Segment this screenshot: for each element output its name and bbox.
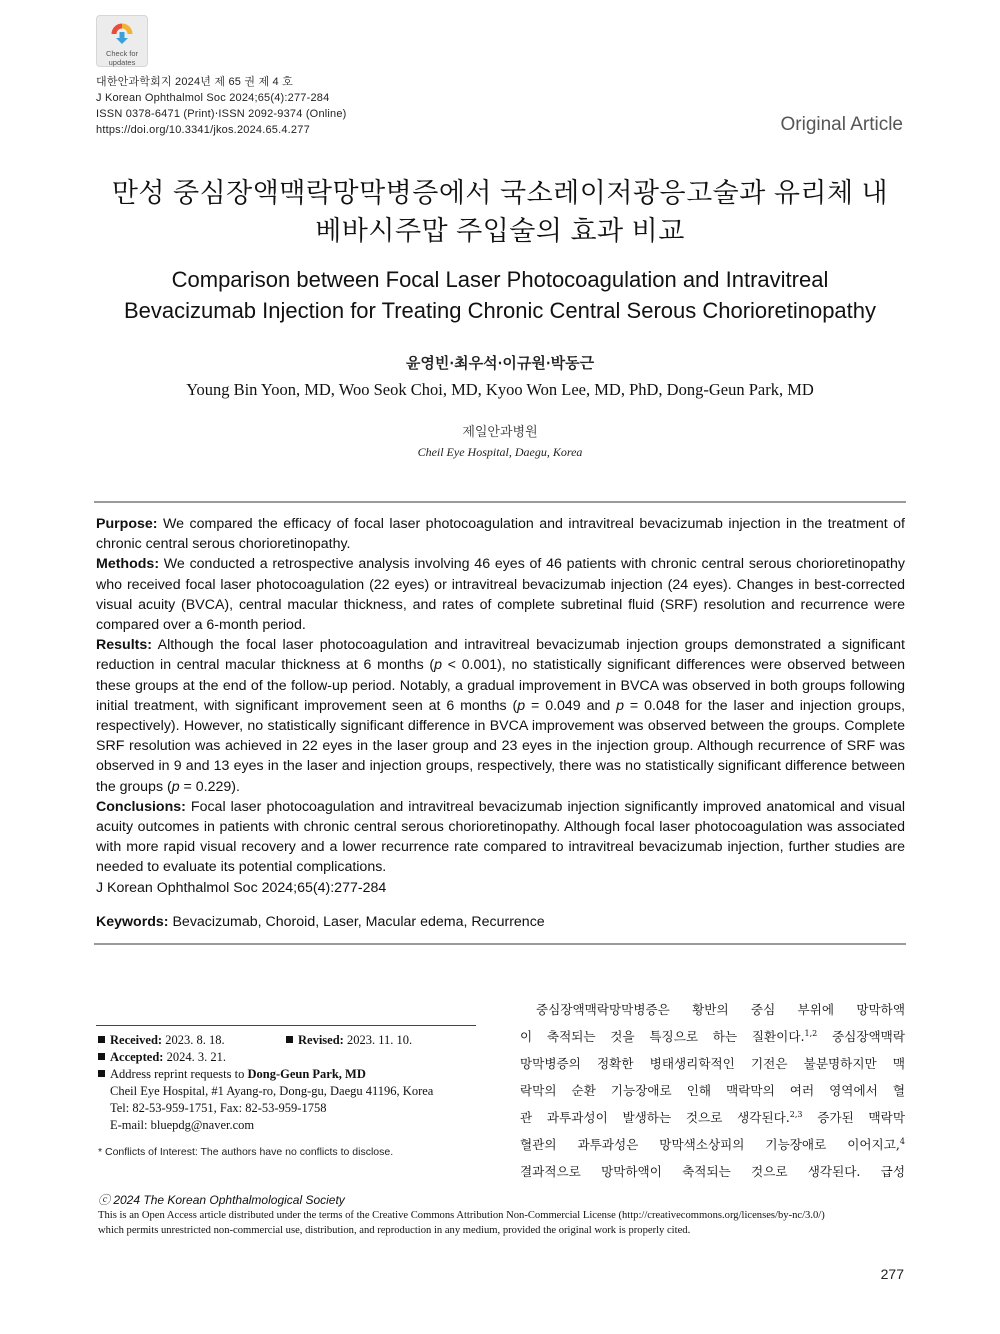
abstract xyxy=(96,514,905,898)
title-english-line1: Comparison between Focal Laser Photocoagulation and Intravitreal xyxy=(171,267,829,292)
abstract-top-rule xyxy=(94,501,906,503)
revised-label: Revised: xyxy=(298,1033,344,1047)
body-line: 망막병증의 정확한 병태생리학적인 기전은 불분명하지만 맥 xyxy=(520,1056,905,1071)
corresponding-tel-fax: Tel: 82-53-959-1751, Fax: 82-53-959-1758 xyxy=(110,1101,327,1115)
abstract-citation: J Korean Ophthalmol Soc 2024;65(4):277-284 xyxy=(96,879,387,896)
license-line2: which permits unrestricted non-commercial use, distribution, and reproduction in any medium, provided the original work is properly cited. xyxy=(98,1225,691,1236)
check-for-updates-badge[interactable] xyxy=(96,15,148,67)
methods-text: We conducted a retrospective analysis involving 46 eyes of 46 patients with chronic central serous chorioretinopathy who received focal laser photocoagulation (22 eyes) or intravitreal bevacizumab injection (24 eyes). Changes in best-corrected visual acuity (BVCA), central macular thickness, and rates of complete subretinal fluid (SRF) resolution and recurrence were compared over a 6-month period. xyxy=(96,556,905,634)
abstract-methods xyxy=(96,554,905,635)
title-english xyxy=(96,264,904,326)
reprint-prefix: Address reprint requests to xyxy=(110,1067,248,1081)
body-segment: 혈관의 과투과성은 망막색소상피의 기능장애로 이어지고, xyxy=(520,1137,900,1152)
revised-value: 2023. 11. 10. xyxy=(343,1033,413,1047)
results-text: = 0.229). xyxy=(179,778,240,795)
results-label: Results: xyxy=(96,637,152,654)
received-date xyxy=(98,1032,286,1049)
page-number: 277 xyxy=(880,1266,904,1282)
conclusions-label: Conclusions: xyxy=(96,798,186,815)
body-segment: 관 과투과성이 발생하는 것으로 생각된다. xyxy=(520,1110,790,1125)
journal-volume-ko: 대한안과학회지 2024년 제 65 권 제 4 호 xyxy=(96,76,293,88)
accepted-value: 2024. 3. 21. xyxy=(163,1050,226,1064)
license xyxy=(98,1208,908,1238)
authors-english: Young Bin Yoon, MD, Woo Seok Choi, MD, Kyoo Won Lee, MD, PhD, Dong-Geun Park, MD xyxy=(186,380,814,399)
journal-citation: J Korean Ophthalmol Soc 2024;65(4):277-284 xyxy=(96,92,330,104)
journal-issn: ISSN 0378-6471 (Print)⋅ISSN 2092-9374 (Online) xyxy=(96,108,347,120)
abstract-conclusions xyxy=(96,797,905,878)
body-line xyxy=(520,1131,905,1158)
title-korean-line1: 만성 중심장액맥락망막병증에서 국소레이저광응고술과 유리체 내 xyxy=(111,178,889,208)
reference-superscript[interactable]: 4 xyxy=(899,1136,905,1146)
body-line xyxy=(520,1104,905,1131)
corresponding-email[interactable]: E-mail: bluepdg@naver.com xyxy=(110,1118,255,1132)
conflicts-of-interest: * Conflicts of Interest: The authors have no conflicts to disclose. xyxy=(98,1146,394,1158)
body-line: 락막의 순환 기능장애로 인해 맥락막의 여러 영역에서 혈 xyxy=(520,1083,905,1098)
footnote-rule xyxy=(96,1025,476,1026)
reference-superscript[interactable]: 2,3 xyxy=(789,1109,803,1119)
abstract-results xyxy=(96,635,905,797)
bullet-square-icon xyxy=(98,1070,105,1077)
accepted-date xyxy=(98,1049,478,1066)
body-segment: 증가된 맥락막 xyxy=(802,1110,905,1125)
body-text-korean xyxy=(520,996,905,1185)
received-label: Received: xyxy=(110,1033,163,1047)
reference-superscript[interactable]: 1,2 xyxy=(804,1028,818,1038)
journal-meta xyxy=(96,74,347,138)
body-line xyxy=(520,1023,905,1050)
methods-label: Methods: xyxy=(96,556,160,573)
keywords-label: Keywords: xyxy=(96,914,169,930)
check-for-updates-icon xyxy=(107,19,137,49)
results-text: < 0.001), no statistically significant differences were observed between these groups at the end of the follow-up period. Notably, a gradual improvement in BVCA was observed in both groups following initial treatment, with significant improvement seen at 6 months ( xyxy=(96,657,905,714)
keywords-text: Bevacizumab, Choroid, Laser, Macular edema, Recurrence xyxy=(168,914,545,930)
purpose-label: Purpose: xyxy=(96,516,158,532)
authors-korean: 윤영빈⋅최우석⋅이규원⋅박동근 xyxy=(405,355,595,372)
title-english-line2: Bevacizumab Injection for Treating Chronic Central Serous Chorioretinopathy xyxy=(123,298,877,323)
badge-label-2: updates xyxy=(108,58,136,67)
p-value-symbol: p xyxy=(517,697,526,714)
article-notes xyxy=(98,1032,478,1134)
affiliation-korean: 제일안과병원 xyxy=(462,424,538,439)
abstract-purpose xyxy=(96,514,905,554)
affiliation-english: Cheil Eye Hospital, Daegu, Korea xyxy=(417,445,583,459)
title-korean-line2: 베바시주맙 주입술의 효과 비교 xyxy=(315,216,685,246)
results-text: Although the focal laser photocoagulation and intravitreal bevacizumab injection groups demonstrated a significant reduction in central macular thickness at 6 months ( xyxy=(96,637,905,674)
badge-label-1: Check for xyxy=(105,49,139,58)
purpose-text: We compared the efficacy of focal laser photocoagulation and intravitreal bevacizumab injection in the treatment of chronic central serous chorioretinopathy. xyxy=(96,516,905,553)
body-line: 중심장액맥락망막병증은 황반의 중심 부위에 망막하액 xyxy=(536,1002,905,1017)
results-text: = 0.049 and xyxy=(525,697,617,714)
bullet-square-icon xyxy=(98,1053,105,1060)
keywords xyxy=(96,914,905,930)
license-line1: This is an Open Access article distributed under the terms of the Creative Commons Attribution Non-Commercial License (http://creativecommons.org/licenses/by-nc/3.0/) xyxy=(98,1210,825,1221)
copyright: ⓒ 2024 The Korean Ophthalmological Society xyxy=(98,1193,345,1207)
p-value-symbol: p xyxy=(616,697,625,714)
dates-row xyxy=(98,1032,478,1049)
p-value-symbol: p xyxy=(434,657,442,674)
journal-doi-link[interactable]: https://doi.org/10.3341/jkos.2024.65.4.277 xyxy=(96,124,310,136)
body-line: 결과적으로 망막하액이 축적되는 것으로 생각된다. 급성 xyxy=(520,1164,905,1179)
body-segment: 중심장액맥락 xyxy=(817,1029,905,1044)
title-korean xyxy=(96,174,904,250)
bullet-square-icon xyxy=(286,1036,293,1043)
body-segment: 이 축적되는 것을 특징으로 하는 질환이다. xyxy=(520,1029,805,1044)
p-value-symbol: p xyxy=(171,778,180,795)
reprint-request xyxy=(98,1066,478,1083)
accepted-label: Accepted: xyxy=(110,1050,164,1064)
article-type: Original Article xyxy=(780,114,903,135)
revised-date xyxy=(286,1033,412,1047)
bullet-square-icon xyxy=(98,1036,105,1043)
corresponding-address: Cheil Eye Hospital, #1 Ayang-ro, Dong-gu, Daegu 41196, Korea xyxy=(110,1084,434,1098)
corresponding-author: Dong-Geun Park, MD xyxy=(247,1067,366,1081)
conclusions-text: Focal laser photocoagulation and intravitreal bevacizumab injection significantly improved anatomical and visual acuity outcomes in patients with chronic central serous chorioretinopathy. Although focal laser photocoagulation was associated with more rapid visual recovery and a lower recurrence rate compared to intravitreal bevacizumab injection, further studies are needed to evaluate its potential complications. xyxy=(96,798,905,876)
results-text: = 0.048 for the laser and injection groups, respectively). However, no statistically significant difference in BVCA improvement was observed between the groups. Complete SRF resolution was achieved in 22 eyes in the laser group and 23 eyes in the injection group. Although recurrence of SRF was observed in 9 and 13 eyes in the laser and injection groups, respectively, there was no statistically significant difference between the groups ( xyxy=(96,697,906,795)
received-value: 2023. 8. 18. xyxy=(162,1033,225,1047)
abstract-bottom-rule xyxy=(94,943,906,945)
